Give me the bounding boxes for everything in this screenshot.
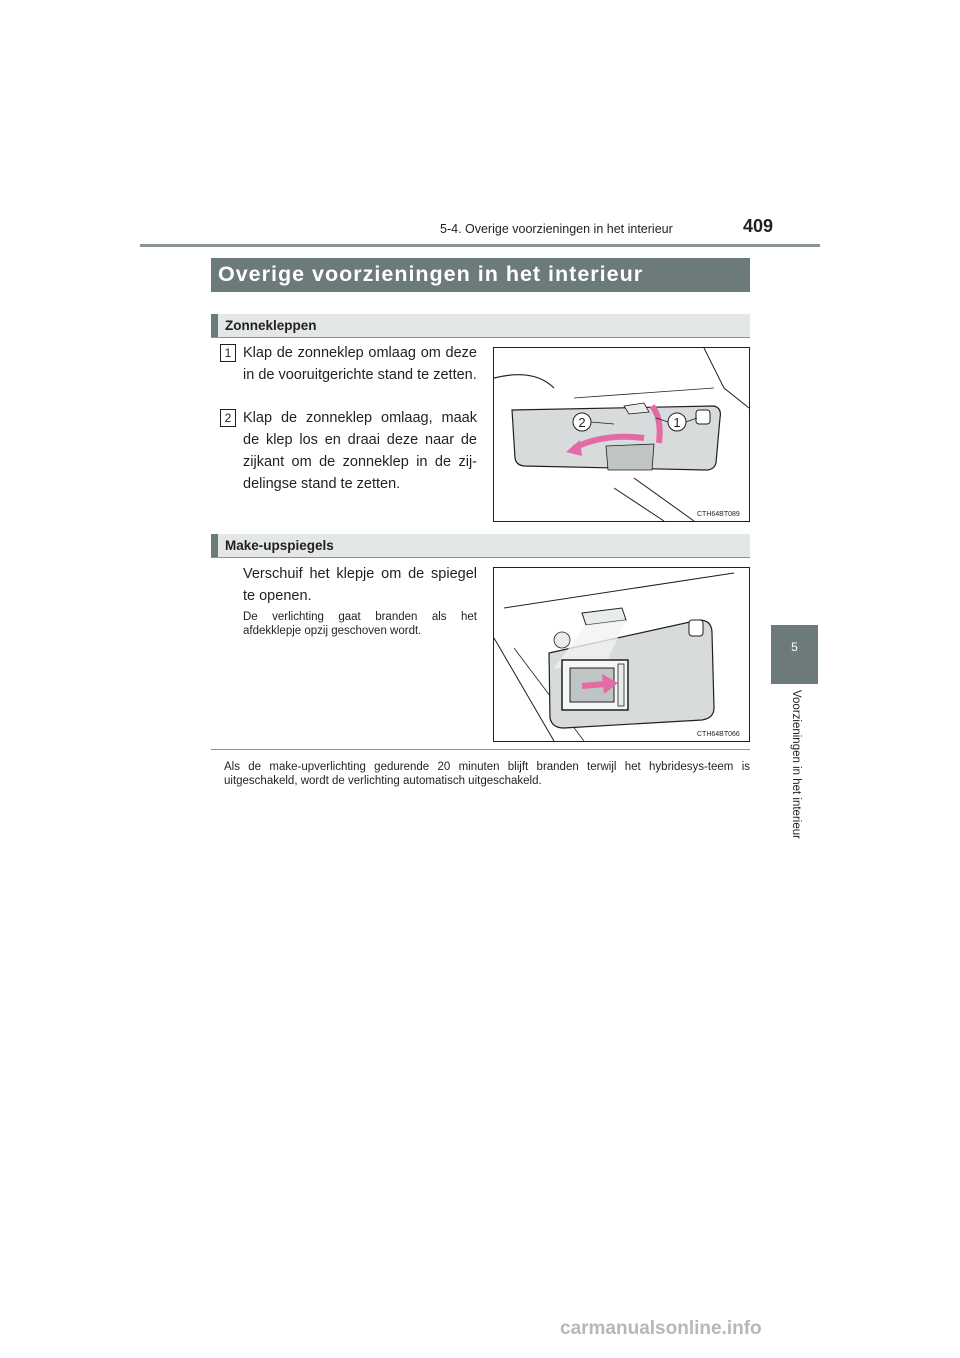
section-accent bbox=[211, 314, 218, 337]
footnote-text: Als de make-upverlichting gedurende 20 minuten blijft branden terwijl het hybridesys-teem is uitgeschakeld, wordt de verlichting automatisch uitgeschakeld. bbox=[224, 761, 750, 787]
main-heading: Overige voorzieningen in het interieur bbox=[218, 262, 644, 286]
section-title-vanity-mirrors: Make-upspiegels bbox=[225, 538, 334, 553]
sun-visor-illustration bbox=[494, 348, 749, 521]
chapter-number: 5 bbox=[791, 640, 798, 654]
callout-1: 1 bbox=[673, 415, 681, 430]
section-accent bbox=[211, 534, 218, 557]
callout-2: 2 bbox=[578, 415, 586, 430]
figure-code-sun-visor: CTH64BT089 bbox=[697, 511, 740, 518]
header-rule bbox=[140, 244, 820, 247]
section-rule bbox=[211, 557, 750, 558]
page-number: 409 bbox=[743, 216, 774, 236]
chapter-title: Voorzieningen in het interieur bbox=[790, 690, 802, 839]
vanity-mirror-illustration bbox=[494, 568, 749, 741]
section-rule bbox=[211, 337, 750, 338]
footnote-rule bbox=[211, 749, 750, 750]
step-text-1: Klap de zonneklep omlaag om deze in de vooruitgerichte stand te zetten. bbox=[243, 345, 477, 383]
vanity-mirror-note: De verlichting gaat branden als het afdekklepje opzij geschoven wordt. bbox=[243, 611, 477, 637]
watermark: carmanualsonline.info bbox=[560, 1318, 762, 1339]
running-header: 5-4. Overige voorzieningen in het interieur bbox=[440, 222, 673, 236]
step-text-2: Klap de zonneklep omlaag, maak de klep los en draai deze naar de zijkant om de zonneklep in de zij-delingse stand te zetten. bbox=[243, 410, 477, 492]
section-title-sun-visors: Zonnekleppen bbox=[225, 318, 317, 333]
step-number-2: 2 bbox=[220, 409, 236, 427]
step-number-1: 1 bbox=[220, 344, 236, 362]
vanity-mirror-figure bbox=[493, 567, 750, 742]
figure-code-vanity-mirror: CTH64BT066 bbox=[697, 731, 740, 738]
chapter-tab bbox=[771, 625, 818, 684]
vanity-mirror-instruction: Verschuif het klepje om de spiegel te openen. bbox=[243, 566, 477, 604]
sun-visor-figure bbox=[493, 347, 750, 522]
